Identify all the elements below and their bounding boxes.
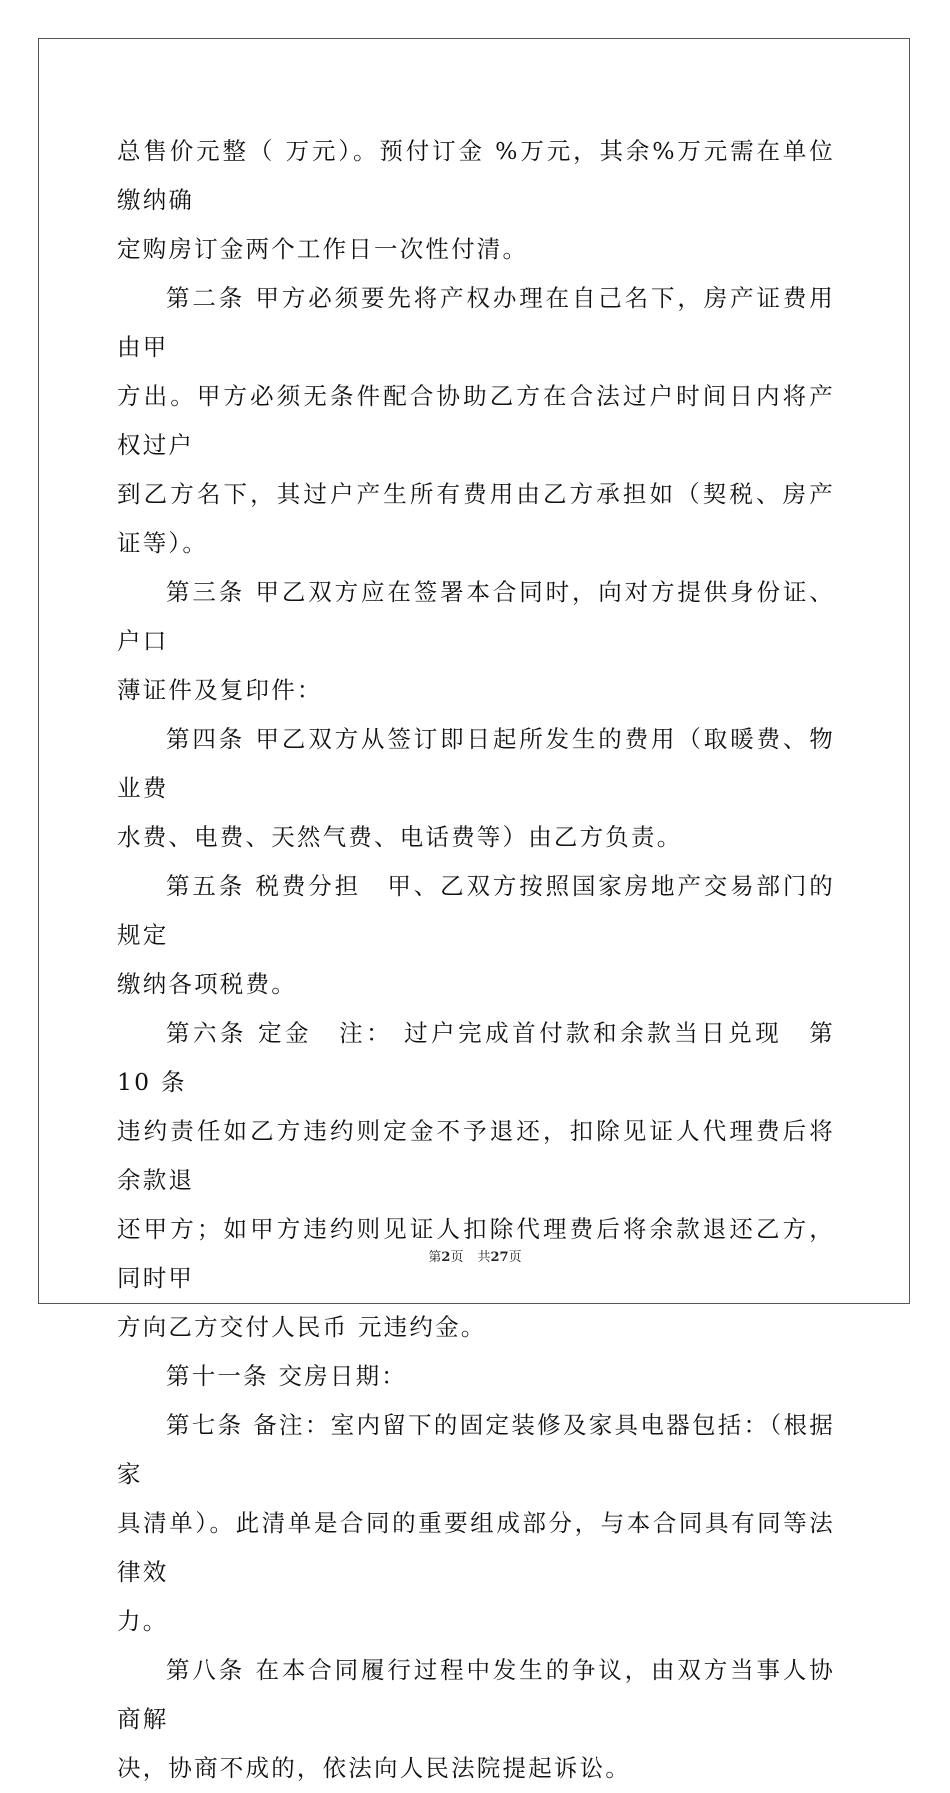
text-line: 定购房订金两个工作日一次性付清。 [117,235,529,263]
text-line: 违约责任如乙方违约则定金不予退还，扣除见证人代理费后将余款退 [117,1117,835,1194]
page-footer [0,1246,950,1265]
footer-total-prefix: 共 [477,1250,491,1265]
footer-suffix: 页 [450,1250,464,1265]
total-pages: 27 [490,1250,509,1265]
text-line: 具清单）。此清单是合同的重要组成部分，与本合同具有同等法律效 [117,1509,835,1586]
text-line: 缴纳各项税费。 [117,970,297,998]
page-number: 2 [441,1250,451,1265]
clause-4-line: 第四条 甲乙双方从签订即日起所发生的费用（取暖费、物业费 [117,725,835,802]
clause-2-line: 第二条 甲方必须要先将产权办理在自己名下，房产证费用由甲 [117,284,835,361]
text-line: 薄证件及复印件： [117,676,323,704]
text-line: 力。 [117,1607,169,1635]
text-line: 总售价元整（ 万元）。预付订金 %万元，其余%万元需在单位缴纳确 [117,137,835,214]
clause-5-line: 第五条 税费分担 甲、乙双方按照国家房地产交易部门的规定 [117,872,835,949]
text-line: 方向乙方交付人民币 元违约金。 [117,1313,487,1341]
clause-8-line: 第八条 在本合同履行过程中发生的争议，由双方当事人协商解 [117,1656,835,1733]
clause-6-line: 第六条 定金 注： 过户完成首付款和余款当日兑现 第 10 条 [117,1019,835,1096]
text-line: 还甲方；如甲方违约则见证人扣除代理费后将余款退还乙方，同时甲 [117,1215,835,1292]
clause-11-line: 第十一条 交房日期： [166,1362,407,1390]
clause-3-line: 第三条 甲乙双方应在签署本合同时，向对方提供身份证、户口 [117,578,835,655]
footer-total-suffix: 页 [508,1250,522,1265]
document-body [117,127,835,1793]
clause-7-line: 第七条 备注：室内留下的固定装修及家具电器包括：（根据家 [117,1411,835,1488]
text-line: 水费、电费、天然气费、电话费等）由乙方负责。 [117,823,683,851]
text-line: 到乙方名下，其过户产生所有费用由乙方承担如（契税、房产证等）。 [117,480,835,557]
footer-prefix: 第 [428,1250,442,1265]
text-line: 决，协商不成的，依法向人民法院提起诉讼。 [117,1754,631,1782]
text-line: 方出。甲方必须无条件配合协助乙方在合法过户时间日内将产权过户 [117,382,835,459]
